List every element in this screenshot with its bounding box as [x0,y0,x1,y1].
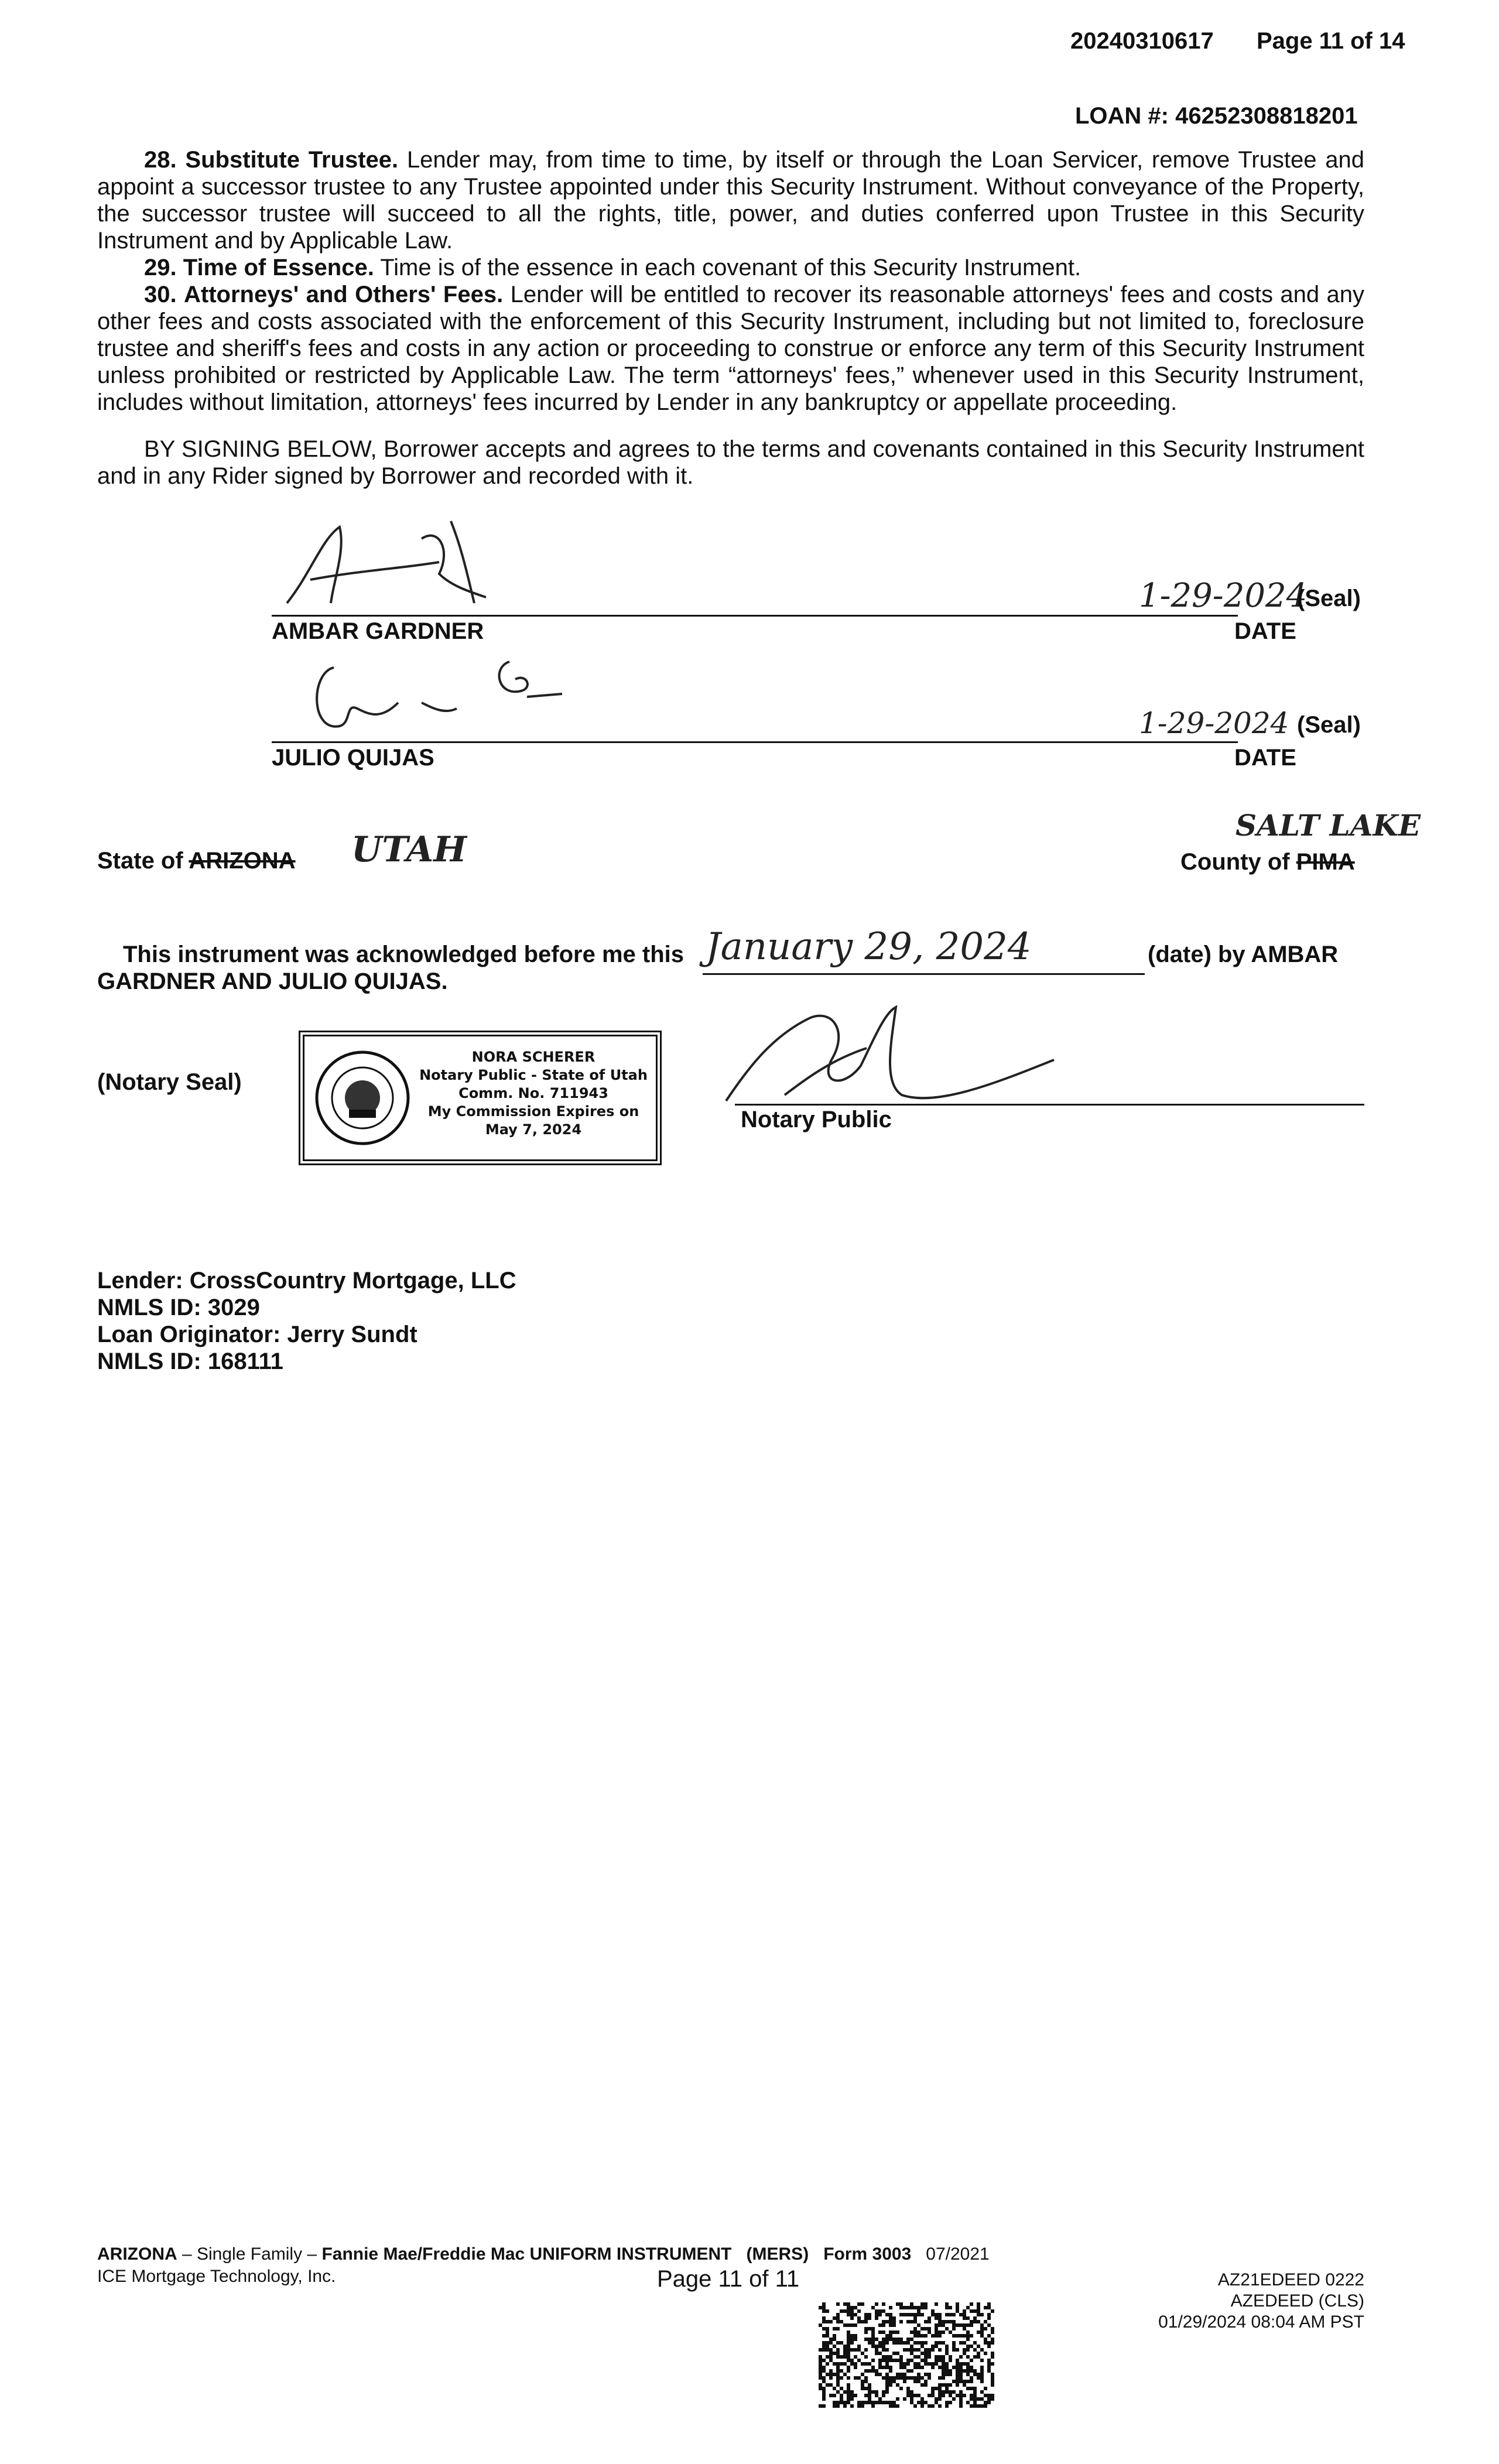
footer-timestamp: 01/29/2024 08:04 AM PST [1158,2312,1364,2332]
borrower-2-signature-line [272,741,1238,743]
county-printed: PIMA [1296,849,1355,875]
county-label [1180,849,1355,875]
loan-originator: Loan Originator: Jerry Sundt [97,1322,417,1347]
section-29 [97,254,1364,281]
acknowledgement-text: This instrument was acknowledged before me this [123,942,684,967]
stamp-line-expiry-date: May 7, 2024 [485,1121,582,1138]
section-30 [97,281,1364,416]
notary-stamp [299,1031,662,1165]
footer-code-1: AZ21EDEED 0222 [1217,2270,1364,2290]
state-printed: ARIZONA [189,848,296,874]
lender-info [97,1267,516,1375]
stamp-line-title: Notary Public - State of Utah [419,1067,648,1083]
borrower-1-signature-line [272,615,1238,617]
barcode-icon [819,2302,994,2408]
county-handwritten: SALT LAKE [1236,808,1421,843]
section-28-title: Substitute Trustee. [185,147,399,173]
notary-public-label: Notary Public [741,1107,892,1132]
notary-stamp-text [419,1048,648,1139]
loan-number: LOAN #: 46252308818201 [1075,103,1358,129]
borrower-2-seal: (Seal) [1297,712,1361,738]
state-handwritten: UTAH [351,829,467,870]
acknowledgement-date-line [703,973,1145,975]
section-29-num: 29. [144,255,177,280]
page-counter: Page 11 of 14 [1257,28,1405,54]
footer-desc2: Fannie Mae/Freddie Mac UNIFORM INSTRUMENT [321,2244,732,2264]
state-seal-icon [313,1048,412,1148]
borrower-2-name: JULIO QUIJAS [272,745,434,771]
state-label-text: State of [97,848,183,874]
footer-desc1: – Single Family – [177,2244,322,2264]
lender-nmls: NMLS ID: 3029 [97,1295,260,1320]
stamp-line-comm: Comm. No. 711943 [458,1085,608,1101]
borrower-1-signature [275,515,521,615]
borrower-1-date-handwritten: 1-29-2024 [1139,577,1308,615]
footer-state: ARIZONA [97,2244,177,2264]
section-28 [97,146,1364,254]
footer-code-2: AZEDEED (CLS) [1230,2291,1364,2311]
section-30-text: Lender will be entitled to recover its reasonable attorneys' fees and costs and any other fees and costs associated with the enforcement of this Security Instrument, including but not limited to, foreclosure trustee and sheriff's fees and costs in any action or proceeding to construe or enforce any term of this Security Instrument unless prohibited or restricted by Applicable Law. The term “attorneys' fees,” whenever used in this Security Instrument, includes without limitation, attorneys' fees incurred by Lender in any bankruptcy or appellate proceeding. [97,282,1364,415]
borrower-1-name: AMBAR GARDNER [272,618,484,644]
footer-form: Form 3003 [823,2244,912,2264]
document-number: 20240310617 [1070,28,1214,54]
borrower-2-date-handwritten: 1-29-2024 [1139,706,1289,740]
notary-seal-label: (Notary Seal) [97,1069,242,1095]
notary-signature [714,995,1066,1113]
originator-nmls: NMLS ID: 168111 [97,1349,283,1374]
acknowledgement-after: (date) by AMBAR [1148,942,1339,967]
borrower-2-signature [304,650,586,738]
state-label [97,848,296,874]
footer-page: Page 11 of 11 [657,2266,800,2292]
footer-company: ICE Mortgage Technology, Inc. [97,2267,336,2286]
acknowledgement-names: GARDNER AND JULIO QUIJAS. [97,969,448,994]
stamp-line-expires: My Commission Expires on [427,1103,639,1120]
borrower-1-date-label: DATE [1234,618,1296,644]
covenants-body [97,146,1364,490]
footer-desc3: (MERS) [746,2244,809,2264]
section-28-num: 28. [144,147,177,173]
lender-name: Lender: CrossCountry Mortgage, LLC [97,1268,516,1293]
section-28-text: Lender may, from time to time, by itself or through the Loan Servicer, remove Trustee and appoint a successor trustee to any Trustee appointed under this Security Instrument. Without conveyance of the Property, the successor trustee will succeed to all the rights, title, power, and duties conferred upon Trustee in this Security Instrument and by Applicable Law. [97,147,1365,254]
section-30-num: 30. [144,282,177,307]
county-label-text: County of [1180,849,1290,875]
footer-codes [1142,2270,1364,2333]
section-30-title: Attorneys' and Others' Fees. [184,282,504,307]
acknowledgement-date-handwritten: January 29, 2024 [706,925,1032,969]
footer-form-date: 07/2021 [926,2244,990,2264]
stamp-line-name: NORA SCHERER [471,1049,596,1065]
borrower-2-date-label: DATE [1234,745,1296,771]
signing-statement: BY SIGNING BELOW, Borrower accepts and agrees to the terms and covenants contained in this Security Instrument and in any Rider signed by Borrower and recorded with it. [97,436,1364,489]
section-29-title: Time of Essence. [183,255,374,280]
notary-signature-line [735,1104,1364,1106]
borrower-1-seal: (Seal) [1297,586,1361,611]
section-29-text: Time is of the essence in each covenant of this Security Instrument. [380,255,1082,280]
footer-form-line [97,2244,990,2265]
